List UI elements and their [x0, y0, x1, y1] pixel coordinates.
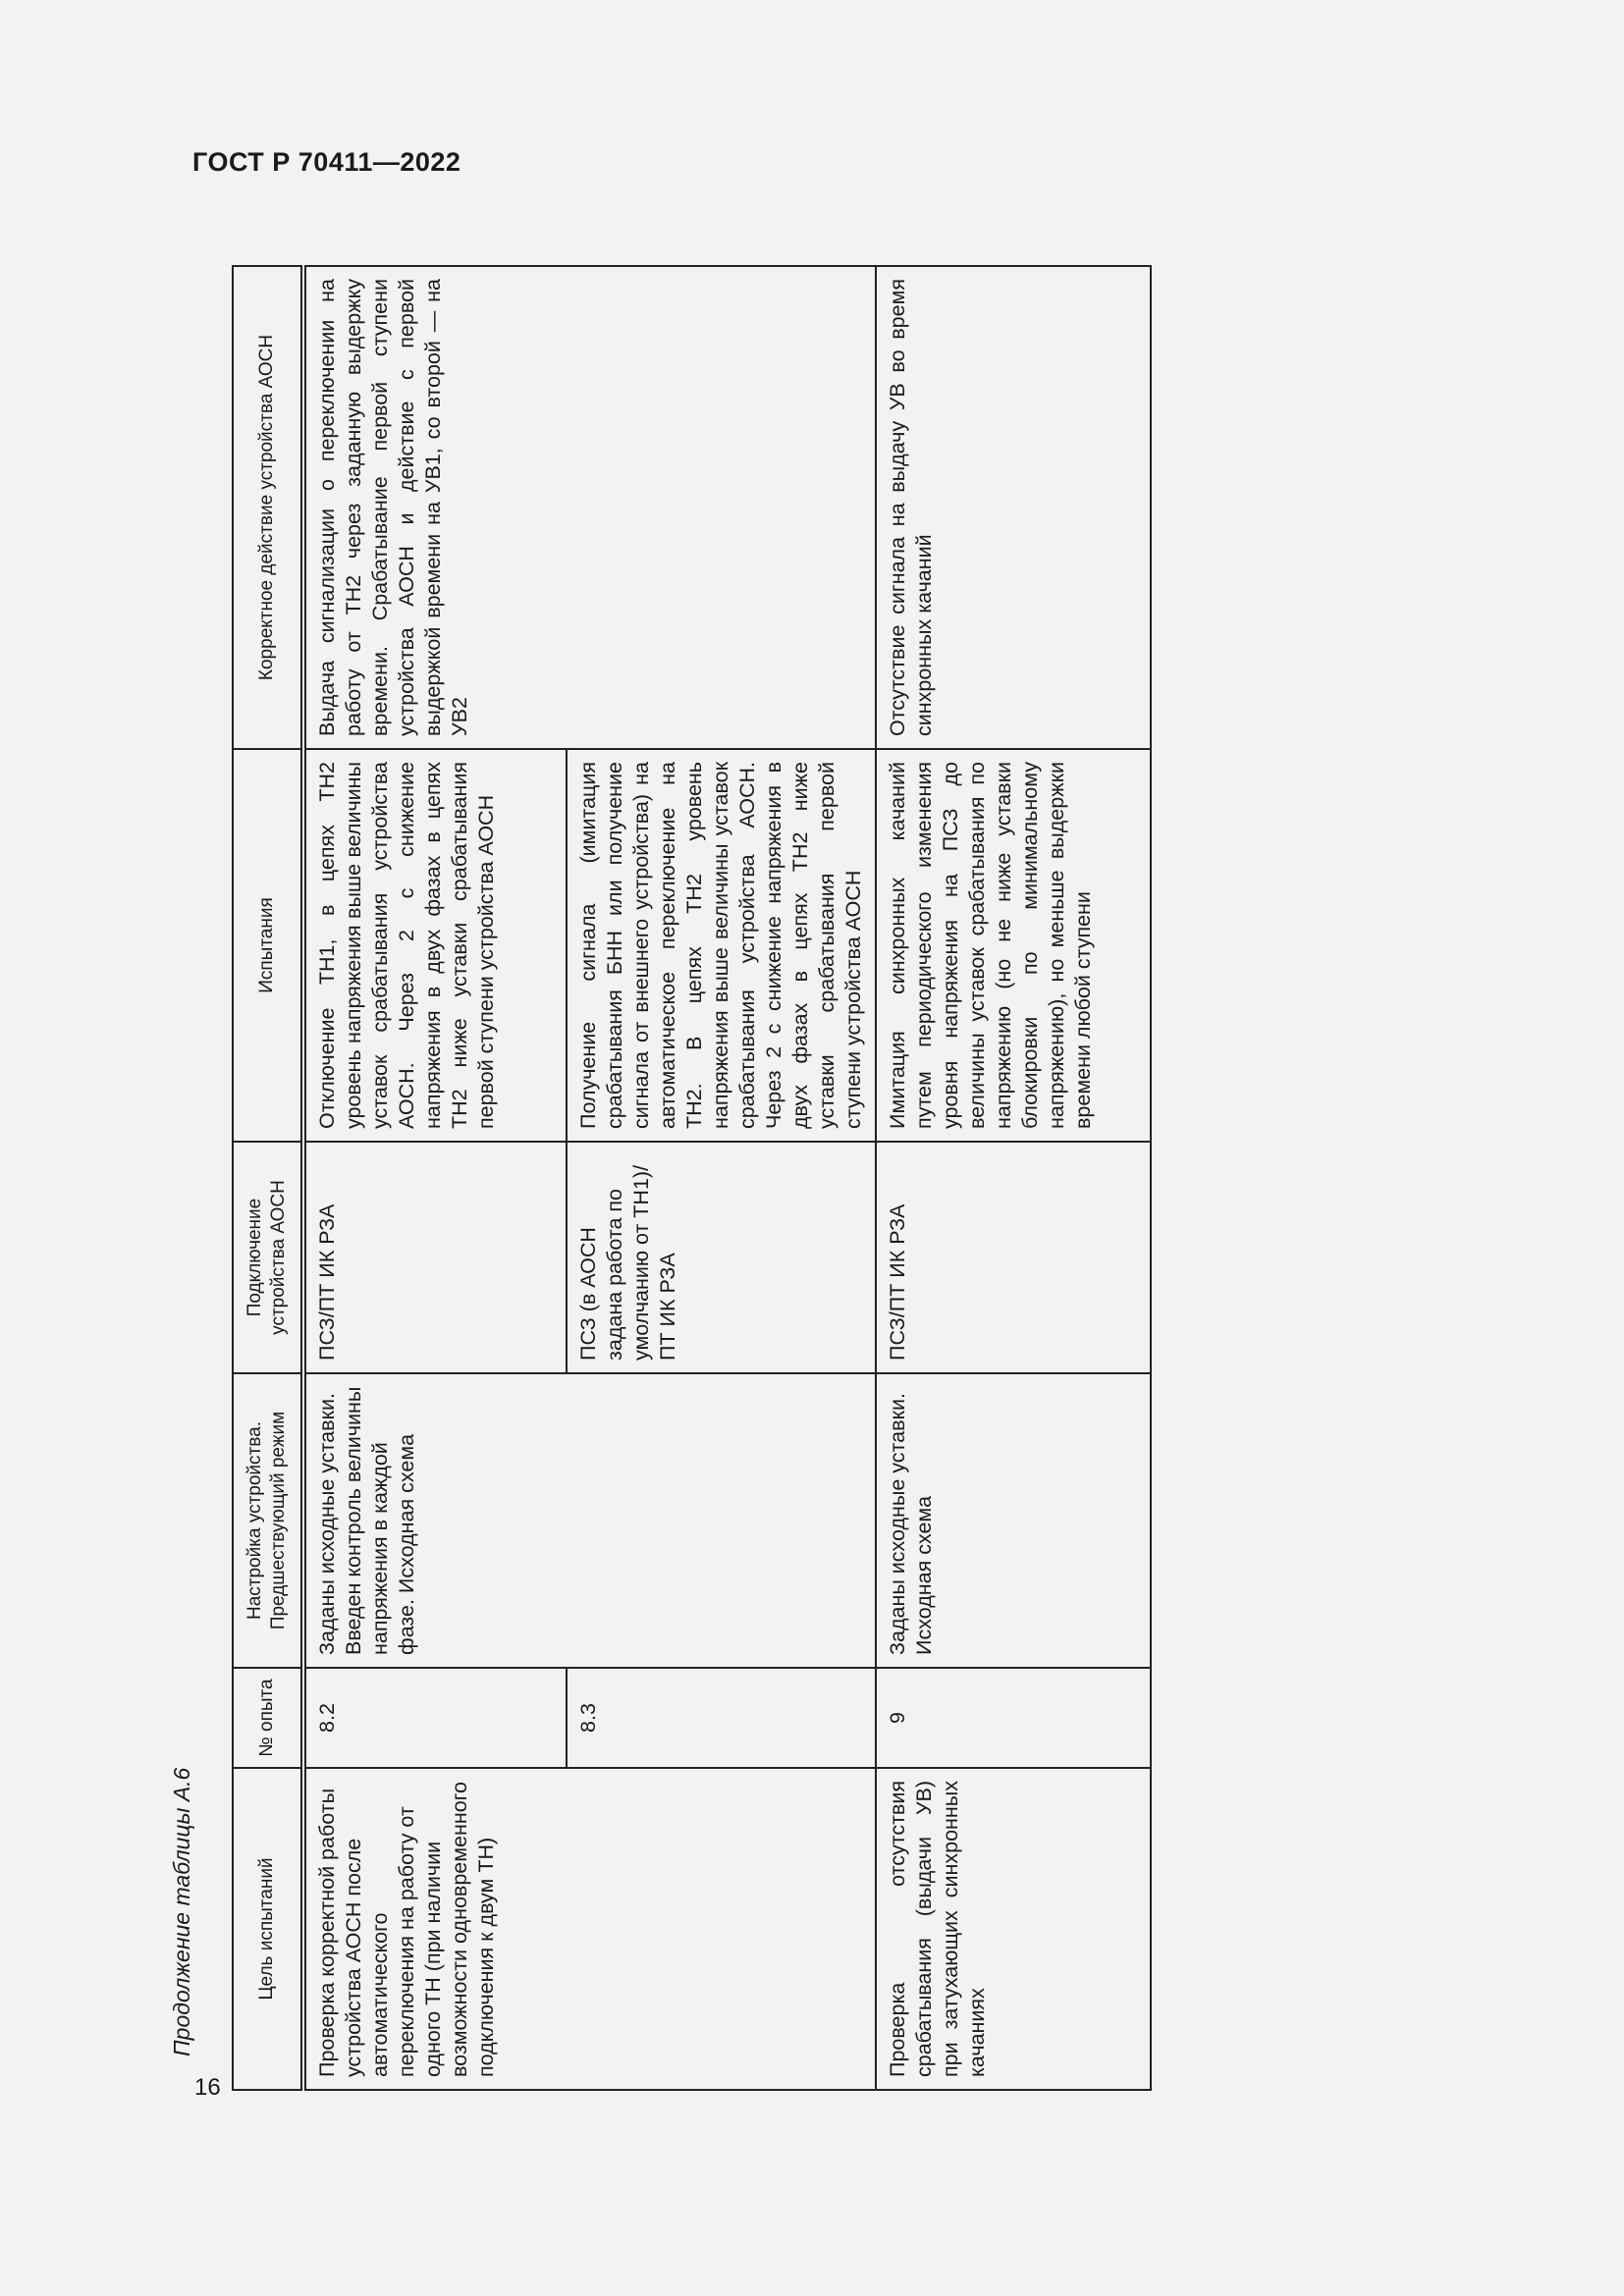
col-header-setup: Настройка устройства. Предшествующий режим: [233, 1373, 303, 1668]
rotated-table-page: [167, 29, 1227, 2091]
table-caption: Продолжение таблицы А.6: [169, 1767, 194, 2056]
cell-connection: ПСЗ/ПТ ИК РЗА: [303, 1142, 567, 1373]
table-header-row: [233, 266, 303, 2090]
cell-action: Отсутствие сигнала на выдачу УВ во время синхронных качаний: [876, 266, 1151, 749]
cell-num: 8.3: [567, 1668, 876, 1768]
col-header-goal: Цель испытаний: [233, 1768, 303, 2090]
cell-num: 9: [876, 1668, 1151, 1768]
cell-connection: ПСЗ/ПТ ИК РЗА: [876, 1142, 1151, 1373]
col-header-num: № опыта: [233, 1668, 303, 1768]
cell-goal: Проверка отсутствия срабатывания (выдачи УВ) при затухающих синхронных качаниях: [876, 1768, 1151, 2090]
cell-action: Выдача сигнализации о переключении на работу от ТН2 через заданную выдержку времени. Срабатывание первой ступени устройства АОСН и действие с первой выдержкой времени на УВ1, со второй — на УВ2: [303, 266, 876, 749]
col-header-action: Корректное действие устройства АОСН: [233, 266, 303, 749]
cell-connection: ПСЗ (в АОСН задана работа по умолчанию от ТН1)/ПТ ИК РЗА: [567, 1142, 876, 1373]
cell-num: 8.2: [303, 1668, 567, 1768]
col-header-tests: Испытания: [233, 749, 303, 1142]
cell-setup: Заданы исходные уставки. Исходная схема: [876, 1373, 1151, 1668]
cell-goal: Проверка корректной работы устройства АОСН после автоматического переключения на работу от одного ТН (при наличии возможности одновременного подключения к двум ТН): [303, 1768, 876, 2090]
cell-setup: Заданы исходные уставки. Введен контроль величины напряжения в каждой фазе. Исходная схема: [303, 1373, 876, 1668]
cell-test: Получение сигнала (имитация срабатывания БНН или получение сигнала от внешнего устройства) на автоматическое переключение на ТН2. В цепях ТН2 уровень напряжения выше величины уставок срабатывания устройства АОСН. Через 2 с снижение напряжения в двух фазах в цепях ТН2 ниже уставки срабатывания первой ступени устройства АОСН: [567, 749, 876, 1142]
table-row: [876, 266, 1151, 2090]
test-table: [232, 265, 1152, 2091]
cell-test: Имитация синхронных качаний путем периодического изменения уровня напряжения на ПСЗ до величины уставок срабатывания по напряжению (но не ниже уставки блокировки по минимальному напряжению), но меньше выдержки времени любой ступени: [876, 749, 1151, 1142]
document-code: ГОСТ Р 70411—2022: [192, 147, 461, 177]
table-row: [303, 266, 567, 2090]
cell-test: Отключение ТН1, в цепях ТН2 уровень напряжения выше величины уставок срабатывания устройства АОСН. Через 2 с снижение напряжения в двух фазах в цепях ТН2 ниже уставки срабатывания первой ступени устройства АОСН: [303, 749, 567, 1142]
col-header-connection: Подключение устройства АОСН: [233, 1142, 303, 1373]
page-number: 16: [194, 2074, 221, 2101]
